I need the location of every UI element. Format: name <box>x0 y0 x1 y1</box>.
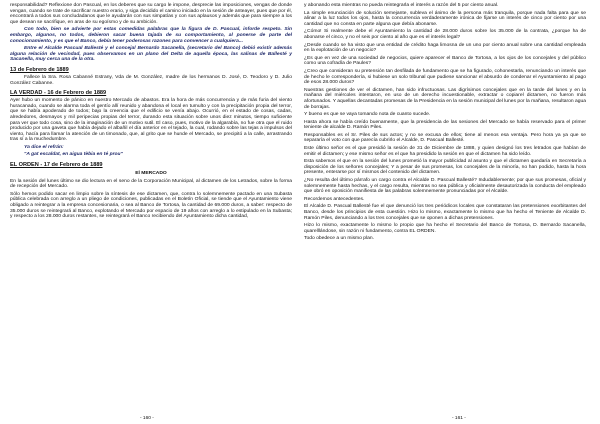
paragraph: responsabilidad? Reflexione don Pascual, en los deberes que su cargo le impone, desprecie las imposiciones, vengas de donde vengan, cuando se trate de sacrificar nuestro erario, y siga decidido el camino iniciado en la sesión de anteayer, pues que por él, encontrará a todos sus concludadanos que le ayudarán con sus simpatías y con sus aplausos y además que para siempre a los que desean se sacrifique, en aras de su egoísmo y de su ambición. <box>10 3 292 25</box>
paragraph: En la sesión del lunes último se dio lectura en el seno de la Corporación Municipal, al dictamen de los Letrados, sobre la forma de recepción del Mercado. <box>10 178 292 190</box>
newspaper-heading: EL ORDEN - 17 de Febrero de 1889 <box>10 162 103 169</box>
paragraph: Nuestras gestiones de ver el dictamen, han sido infructuosas. Las digrísimos concejales que en la tarde del lunes y en la mañana del miércoles intentaron, en uso de un derecho incuestionable, extractar o copiarel dictamen, no fueron más afortunados. Y aquellas decantadas promesas de la Presidencia en la sesión municipal del lunes por la mañana, resultaron agua de borrajas. <box>304 87 586 110</box>
paragraph: ¿Desde cuando se ha visto que una entidad de crédito haga limosna de un uno por ciento anual sobre una cantidad empleada en la explotación de un negocio? <box>304 42 586 54</box>
date-heading: 13 de Febrero de 1889 <box>10 66 69 73</box>
paragraph: Y bueno es que se vaya tomando nota de cuanto sucede. <box>304 112 431 118</box>
commentary-paragraph: Con todo, bien se advierte por estas comedidas palabras que la figura de D. Pascual, inforde respeto. Sin embargo, algunos, no todos, debieron sacar buena tajada de su comportamiento, al ponerse de parte del conocionamiento, y es que el Banco, debía tener poderosas razones para convencer a cualquiera... <box>10 27 292 44</box>
article-subtitle: El MERCADO <box>135 171 167 177</box>
paragraph: Sólo hemos podido sacar en limpio sobre la síntesis de ese dictamen, que, contra lo solemnemente pactado en una Subasta pública celebrada con arreglo a un pliego de condiciones, publicadas en el Boletín Oficial, se tiende que el Ayuntamiento viene obligado a reintegrar a la empresa concesionaria, o sea al Banco de Tortosa, la cantidad de 69.000 duros, a saber: respecto de 35.000 duros se reintegrará al Banco, explotando el Mercado por espacio de 19 años con arreglo a lo estipulado en la Subasta; y respecto a los 28.000 duros restantes, se reintegrará el Banco recibiendo del Ayuntamiento dicha cantidad, <box>10 191 292 220</box>
quote-text: "A gat escaldat, en aigua tèbia en té prou" <box>24 152 123 158</box>
paragraph: Responsables es el Sr. Piles de sus actos; y no se excusa de ellos; tiene al menos esa ventaja. Pero hora ya ya que se separaría el voto con que parecía cubrirlo el Alcalde, D. Pascual Ballesté. <box>304 132 586 144</box>
paragraph: ¿Creo que consideran su pretensión tan desfilada de fundamento que se ha figurado, cohonestarla, renunciando un interés que de hecho le correspondería, si hubiese un solo tribunal que pudiese sancionar el absurdo de condenar el Ayuntamiento al pago de esos 28.000 duros? <box>304 68 586 86</box>
paragraph: Fallece la Sra. Rosa Cabanné Estrany, Vda de M. González, madre de los hermanos D. José, D. Teodoro y D. Julio González Cabanne. <box>10 74 292 86</box>
left-page <box>10 3 292 222</box>
left-page-number: - 160 - <box>140 416 154 421</box>
right-page-number: - 161 - <box>452 416 466 421</box>
paragraph: ¿Es que en vez de una sociedad de negocios, quiere aparecer el Banco de Tortosa, a los ojos de los concejales y del público como una cofradía de Paules? <box>304 55 586 67</box>
paragraph: ¿Cómo! Si realmente debe el Ayuntamiento la cantidad de 28.000 duros sobre los 35.000 de la contrata, ¿porque ha de abonarse el cinco, y no el seis por ciento al año que es el interés legal? <box>304 29 586 40</box>
right-page <box>304 3 586 244</box>
quote-intro: Ya dice el refrán: <box>24 144 64 150</box>
paragraph: Esta sabemos el que en la sesión del lunes prometió la mayor publicidad al asunto y que el dictamen quedaría en Secretaría a disposición de los señores concejales; Y a pesar de sus promesas, los concejales de la minoría, no han podido, hasta la hora presente, enterarse por sí mismos del contenido del dictamen. <box>304 159 586 176</box>
paragraph: ¿No resulta del último párrafo un cargo contra el Alcalde D. Pascual Ballesté? Indudablemente; por que sus promesas, oficial y solemnemente hasta hechas, y el cargo resulta, mientras no sea pública y oficialmente desautorizada la conducta del empleado que obró en oposición manifiesta de las palabras solemnemente pronunciadas por el Alcalde. <box>304 178 586 195</box>
paragraph: Hizo lo mismo, exactamente lo mismo lo propio que ha hecho el Secretario del Banco de Tortosa, D. Bernardo Sacanella, quarelllándose, sin razón ni fundamento, contra EL ORDEN. <box>304 223 586 234</box>
paragraph: Hasta ahora se había creído buenamente, que la presidencia de las sesiones del Mercado se había reservado para el primer teniente de alcalde D. Ramón Piles. <box>304 119 586 131</box>
paragraph: Este último señor es el que presidió la sesión de 31 de Diciembre de 1888, y quien designó los tres letrados que habían de emitir el dictamen; y ese mismo señor es el que ha presidido la sesión en que el dictamen ha sido leído. <box>304 146 586 157</box>
paragraph: La simple enunciación de solución semejante, subleva el ánimo de la persona más tranquila, porque nada falta para que se alinar a la luz todos los ojos, hasta la concurrencia verdaderamente irónica de fijarse un interés de cinco por ciento por una cantidad que no consta en parte alguna que debía abonarse. <box>304 10 586 27</box>
paragraph: Todo obedece a un mismo plan. <box>304 236 374 242</box>
newspaper-heading: LA VERDAD - 16 de Febrero de 1889 <box>10 90 107 97</box>
paragraph: Recordemos antecedentes. <box>304 196 365 202</box>
commentary-paragraph: Entre el Alcalde Pascual Ballesté y el concejal Bernardo Sacanella, (secretario del Banco) debió existir además alguna relación de vecindad, pues observamos en un plano del Delta de aquella época, las salinas de Ballesté y Sacanella, muy cerca una de la otra. <box>10 46 292 63</box>
paragraph: El Alcalde D. Pascual Ballesté fue el que denunció los tres periódicos locales que constataran las pretensiones exorbitantes del Banco, desde los principios de esta cuestión. Hizo lo mismo, exactamente lo mismo que ha hecho el Teniente de Alcalde D. Ramón Piles, denunciando a los tres concejales que se oponen a dichas pretensiones. <box>304 204 586 221</box>
paragraph: Ayer hubo un momento de pánico en nuestro Mercado de abastos. Era la hora de más concurrencia y de más furia del viento huracanado, cuando se alarma toda el gentío allí reunido y abandona el local en tumulto y con la precipitación propia del terror, que se había apoderado de todos; bajo la creencia que el edificio se venía abajo. Ocurrió, en el estado de cosas, cadas, alrededores, desmayos y mil peripecias propias del terror, durando esta situación sobre unos diez minutos, tiempo suficiente para ver que todo cosa, sino de la imaginación de un motivo sutil. El caso, pues, motivo de la algarabía, no fue otra que el ruido producido por una gaveta que había dejado el albañil el día anterior en el tejado, la cual, rodando sobre las tejas a impulsos del viento, hacía para llamar la atención de un timonado, que, al grito que se hunde el Mercado, se precipitó a la calle, arrastrando tras sí a la muchedumbre. <box>10 98 292 143</box>
paragraph: y abonando esta mientras no pueda reintegrarla el interés a razón del 5 por ciento anual. <box>304 3 499 8</box>
